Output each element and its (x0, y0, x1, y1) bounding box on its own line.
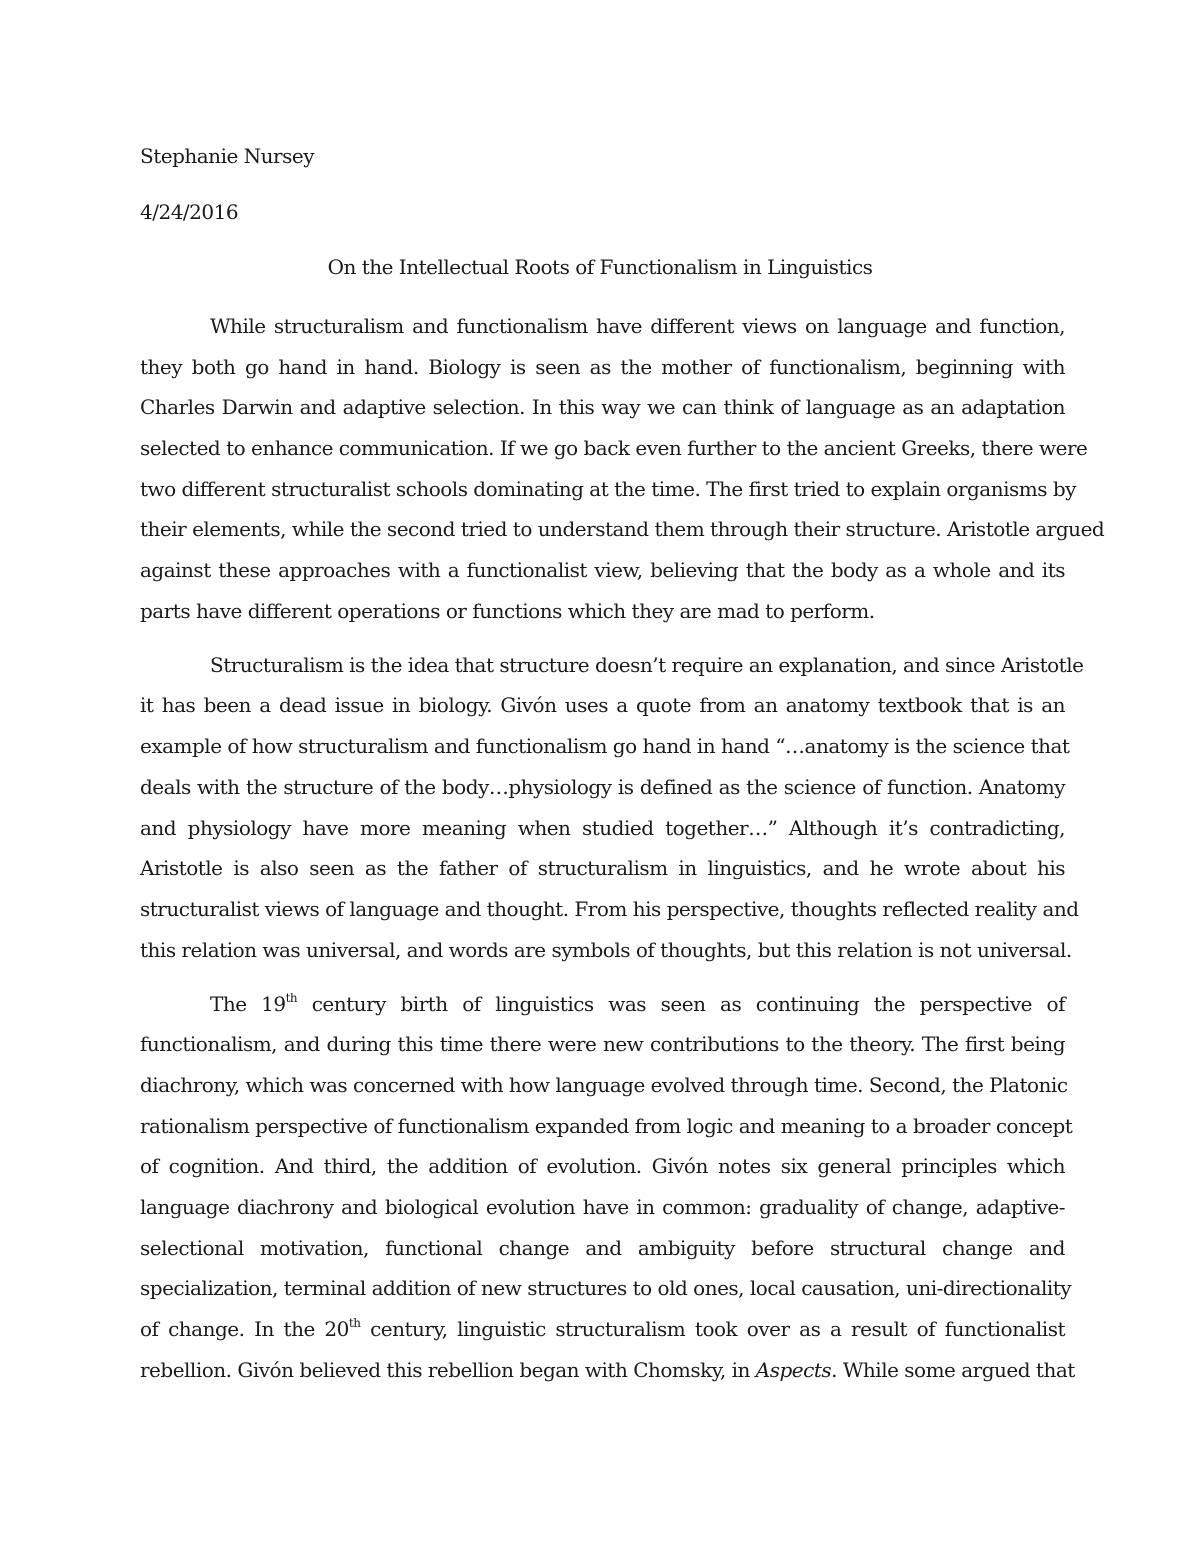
text-line: Aristotle is also seen as the father of structuralism in linguistics, and he wrote about his (140, 856, 1065, 881)
text-line: against these approaches with a functionalist view, believing that the body as a whole and its (140, 558, 1065, 583)
text-segment: of change. In the 20 (140, 1317, 349, 1342)
text-line: structuralist views of language and thought. From his perspective, thoughts reflected reality and (140, 896, 1079, 921)
paragraph-3 (140, 988, 1075, 1395)
text-line: Structuralism is the idea that structure doesn’t require an explanation, and since Aristotle (210, 652, 1084, 677)
text-line: of cognition. And third, the addition of evolution. Givón notes six general principles which (140, 1154, 1065, 1179)
text-line: their elements, while the second tried to understand them through their structure. Aristotle argued (140, 517, 1105, 542)
italic-book-title: Aspects (755, 1357, 832, 1382)
text-line: Charles Darwin and adaptive selection. In this way we can think of language as an adaptation (140, 395, 1065, 420)
text-line: selected to enhance communication. If we go back even further to the ancient Greeks, there were (140, 436, 1088, 461)
text-line: While structuralism and functionalism have different views on language and function, (210, 314, 1065, 338)
text-segment: rebellion. Givón believed this rebellion began with Chomsky, in (140, 1357, 756, 1382)
text-line: rationalism perspective of functionalism expanded from logic and meaning to a broader concept (140, 1113, 1073, 1138)
text-segment: . While some argued that (831, 1357, 1075, 1382)
ordinal-suffix: th (348, 1316, 361, 1331)
document-date: 4/24/2016 (140, 200, 239, 224)
text-line (140, 988, 1065, 1029)
text-segment: century, linguistic structuralism took over as a result of functionalist (360, 1317, 1065, 1342)
text-segment: century birth of linguistics was seen as continuing the perspective of (297, 991, 1065, 1016)
ordinal-suffix: th (285, 990, 298, 1005)
text-line: language diachrony and biological evolution have in common: graduality of change, adaptive- (140, 1195, 1065, 1220)
author-name: Stephanie Nursey (140, 144, 314, 168)
document-body (140, 310, 1105, 1394)
text-segment: The 19 (210, 991, 286, 1016)
paragraph-2 (140, 649, 1084, 975)
text-line: specialization, terminal addition of new structures to old ones, local causation, uni-directionality (140, 1276, 1072, 1301)
document-title: On the Intellectual Roots of Functionalism in Linguistics (327, 255, 873, 279)
text-line: two different structuralist schools dominating at the time. The first tried to explain organisms by (140, 476, 1076, 501)
text-line: diachrony, which was concerned with how language evolved through time. Second, the Platonic (140, 1072, 1068, 1097)
text-line: this relation was universal, and words are symbols of thoughts, but this relation is not universal. (140, 937, 1072, 962)
text-line (140, 1313, 1065, 1354)
text-line: and physiology have more meaning when studied together…” Although it’s contradicting, (140, 815, 1065, 840)
text-line: functionalism, and during this time there were new contributions to the theory. The first being (140, 1032, 1065, 1057)
text-line (140, 1354, 1075, 1395)
text-line: parts have different operations or functions which they are mad to perform. (140, 598, 875, 623)
text-line: it has been a dead issue in biology. Givón uses a quote from an anatomy textbook that is an (140, 693, 1065, 718)
text-line: deals with the structure of the body…physiology is defined as the science of function. Anatomy (140, 774, 1065, 799)
text-line: example of how structuralism and functionalism go hand in hand “…anatomy is the science that (140, 734, 1070, 759)
text-line: they both go hand in hand. Biology is seen as the mother of functionalism, beginning with (140, 354, 1065, 379)
text-line: selectional motivation, functional change and ambiguity before structural change and (140, 1235, 1065, 1260)
paragraph-1 (140, 310, 1105, 636)
